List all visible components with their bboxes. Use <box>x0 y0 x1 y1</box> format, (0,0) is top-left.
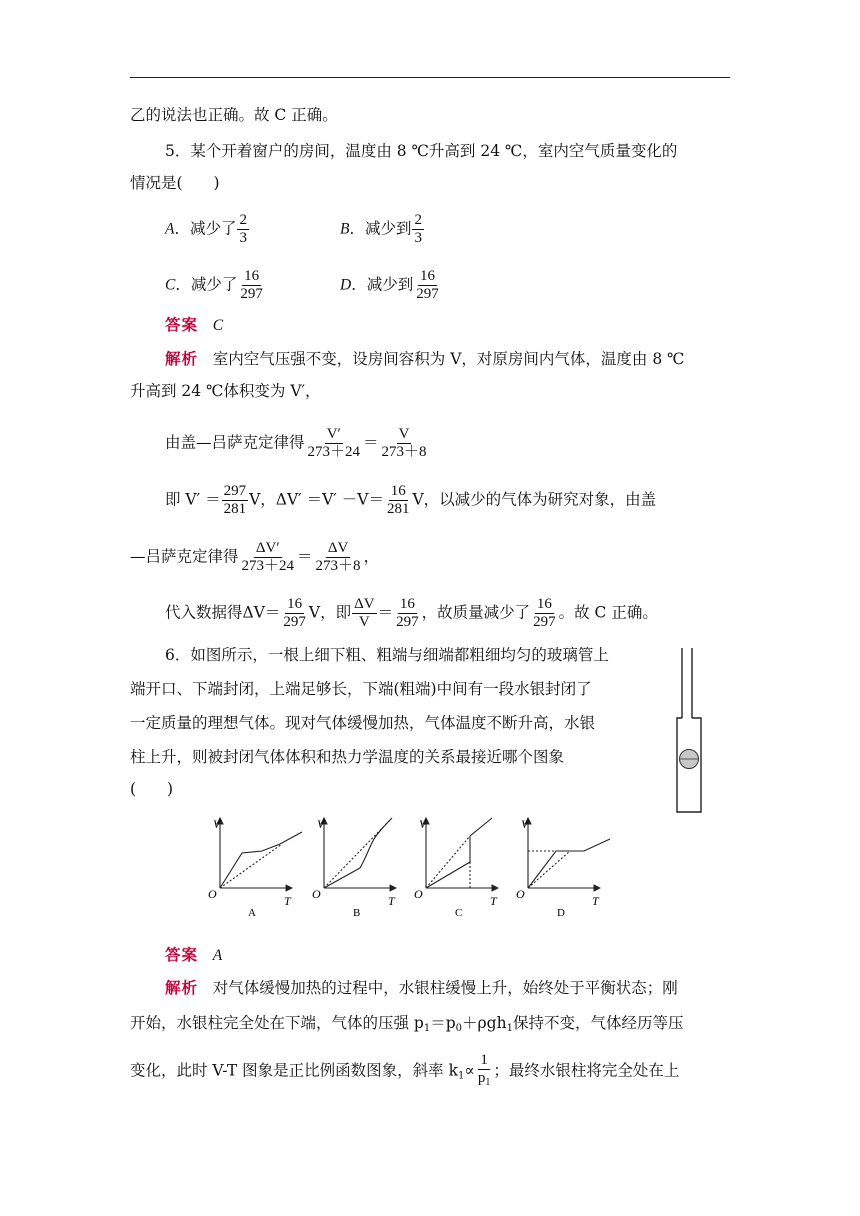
answer-value: A <box>212 947 223 964</box>
graph-a-t-label: T <box>284 894 291 908</box>
q5-option-c: C．减少了 $\frac{16}{297}$ <box>165 268 263 302</box>
q5-law-equation: 由盖—吕萨克定律得 $\frac{V'}{273+24}$ ＝ $\frac{V}{273+8}$ <box>165 426 427 460</box>
graph-b <box>324 818 396 888</box>
q5-answer <box>165 314 223 337</box>
vt-graphs-figure <box>200 814 610 922</box>
header-rule <box>130 77 730 78</box>
q6-stem-line-5: ( ) <box>130 780 174 798</box>
graph-a-dashed-reference <box>220 844 282 888</box>
q5-option-d: D．减少到 $\frac{16}{297}$ <box>340 268 439 302</box>
q5-derivation-line: 即 V′ ＝ $\frac{297}{281}$ V，ΔV′ ＝V′ －V＝ $\frac{16}{281}$ V，以减少的气体为研究对象，由盖 <box>165 483 657 517</box>
graph-c-origin-label: O <box>414 887 423 901</box>
graph-c-dashed-reference <box>426 836 470 888</box>
graph-d-curve <box>528 839 610 888</box>
graph-d-label: D <box>557 907 565 919</box>
graph-b-v-label: V <box>317 817 325 831</box>
top-line: 乙的说法也正确。故 C 正确。 <box>130 106 338 124</box>
q6-stem-line-4: 柱上升，则被封闭气体体积和热力学温度的关系最接近哪个图象 <box>130 748 565 766</box>
q6-analysis-line-1: 解析 对气体缓慢加热的过程中，水银柱缓慢上升，始终处于平衡状态；刚 <box>165 978 678 997</box>
graph-b-origin-label: O <box>312 887 321 901</box>
graph-c-v-label: V <box>419 817 427 831</box>
q6-stem-line-1: 6．如图所示，一根上细下粗、粗端与细端都粗细均匀的玻璃管上 <box>165 646 609 664</box>
analysis-label: 解析 <box>165 349 199 368</box>
graph-b-t-label: T <box>388 894 395 908</box>
answer-label: 答案 <box>165 315 199 334</box>
graph-b-dashed-reference <box>324 820 390 888</box>
graph-d-t-label: T <box>592 894 599 908</box>
q6-answer <box>165 944 222 967</box>
graph-d-v-label: V <box>521 817 529 831</box>
graph-c <box>426 818 498 888</box>
graph-c-t-label: T <box>490 894 497 908</box>
q5-stem-line-1: 5．某个开着窗户的房间，温度由 8 ℃升高到 24 ℃，室内空气质量变化的 <box>165 142 678 160</box>
q6-stem-line-2: 端开口、下端封闭，上端足够长，下端(粗端)中间有一段水银封闭了 <box>130 680 592 698</box>
graph-d-dashed-reference <box>528 851 570 888</box>
q5-conclusion-line: 代入数据得ΔV＝ $\frac{16}{297}$ V，即 $\frac{\Delta V}{V}$ ＝ $\frac{16}{297}$ ，故质量减少了 $\frac{16}{297}$ 。故 C 正确。 <box>165 596 658 630</box>
q5-analysis-line-1: 解析 室内空气压强不变，设房间容积为 V，对原房间内气体，温度由 8 ℃ <box>165 349 685 368</box>
graph-a-label: A <box>248 907 256 919</box>
q5-option-b: B．减少到 $\frac{2}{3}$ <box>340 212 422 246</box>
graph-a-curve <box>220 832 302 888</box>
graph-c-label: C <box>455 907 463 919</box>
q5-law-equation-2: —吕萨克定律得 $\frac{\Delta V'}{273+24}$ ＝ $\frac{\Delta V}{273+8}$ ， <box>130 540 380 574</box>
graph-a-v-label: V <box>213 817 221 831</box>
glass-tube-figure <box>668 644 718 816</box>
q5-stem-line-2: 情况是( ) <box>130 174 220 192</box>
graph-b-curve-upper <box>360 818 392 868</box>
graph-a <box>220 818 302 888</box>
graph-c-curve <box>426 818 492 888</box>
graph-d-origin-label: O <box>516 887 525 901</box>
q6-analysis-line-3: 变化，此时 V-T 图象是正比例函数图象，斜率 $k_1\propto$ $\frac{1}{p_1}$ ；最终水银柱将完全处在上 <box>130 1052 680 1088</box>
q6-stem-line-3: 一定质量的理想气体。现对气体缓慢加热，气体温度不断升高，水银 <box>130 714 596 732</box>
graph-a-origin-label: O <box>208 887 217 901</box>
q6-analysis-line-2: 开始，水银柱完全处在下端，气体的压强 $p_1=p_0+\rho gh_1$保持不变，气体经历等压 <box>130 1014 684 1034</box>
q5-analysis-line-2: 升高到 24 ℃体积变为 V′， <box>130 382 321 400</box>
answer-label: 答案 <box>165 945 199 964</box>
graph-b-curve-lower <box>324 868 360 888</box>
analysis-label: 解析 <box>165 978 199 997</box>
answer-value: C <box>212 317 224 334</box>
graph-b-label: B <box>353 907 361 919</box>
q5-option-a: A．减少了 $\frac{2}{3}$ <box>165 212 247 246</box>
graph-d <box>528 818 610 888</box>
